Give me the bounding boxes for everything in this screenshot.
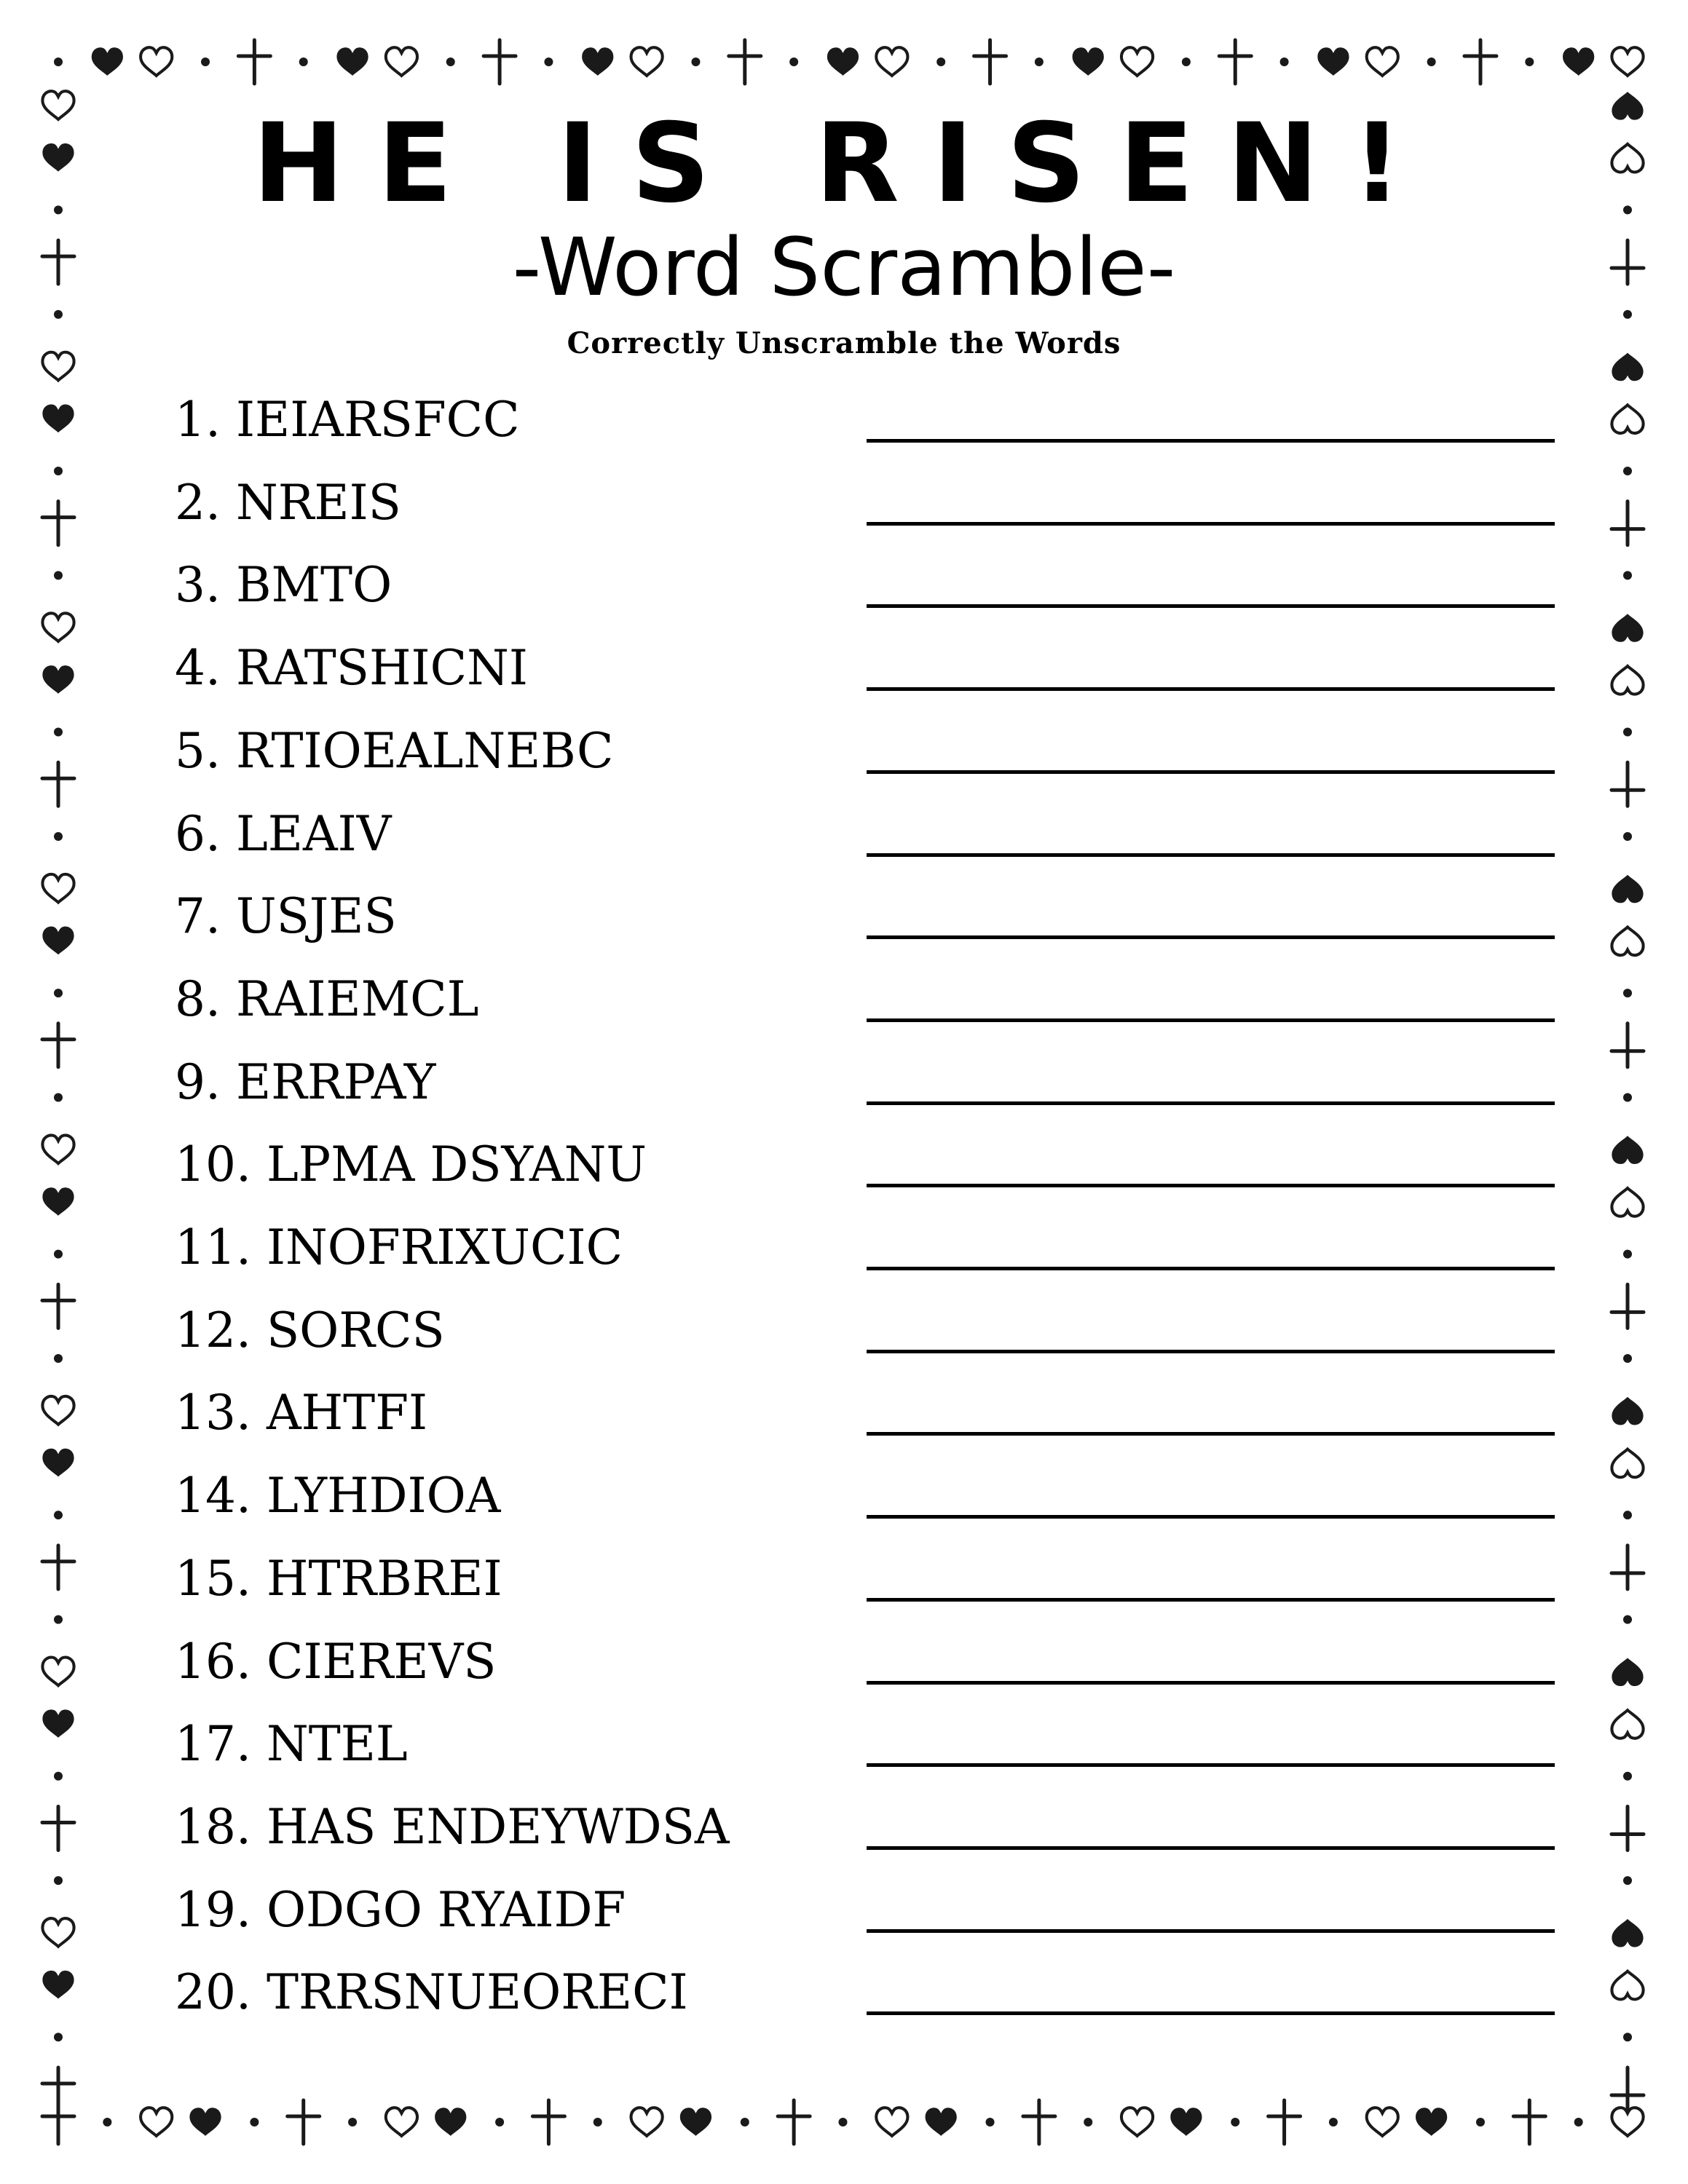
scrambled-word: [175, 722, 614, 779]
scramble-text: TRRSNUEORECI: [266, 1964, 688, 2021]
scrambled-word: [175, 640, 528, 697]
list-item: [175, 1379, 1558, 1444]
scrambled-word: [175, 1136, 647, 1193]
scrambled-word: [175, 1468, 501, 1524]
page-subtitle: -Word Scramble-: [512, 221, 1176, 314]
scrambled-word: [175, 1219, 623, 1275]
instructions-text: Correctly Unscramble the Words: [567, 326, 1121, 360]
list-item: [175, 1793, 1558, 1859]
list-item: [175, 1462, 1558, 1527]
answer-line[interactable]: [867, 770, 1555, 774]
scramble-text: ODGO RYAIDF: [266, 1881, 626, 1938]
scrambled-word: [175, 392, 520, 448]
item-number: 11.: [175, 1219, 251, 1275]
scrambled-word: [175, 1385, 428, 1441]
scrambled-word: [175, 1302, 445, 1358]
page-title: HE IS RISEN!: [252, 100, 1436, 227]
item-number: 4.: [175, 640, 221, 697]
item-number: 17.: [175, 1716, 251, 1773]
scramble-text: SORCS: [266, 1302, 445, 1358]
scrambled-word: [175, 1053, 436, 1110]
scramble-text: USJES: [235, 888, 397, 945]
scramble-text: RTIOEALNEBC: [235, 722, 614, 779]
list-item: [175, 1214, 1558, 1279]
scramble-text: INOFRIXUCIC: [266, 1219, 623, 1275]
list-item: [175, 1710, 1558, 1776]
scrambled-word: [175, 1964, 688, 2021]
list-item: [175, 965, 1558, 1031]
answer-line[interactable]: [867, 1681, 1555, 1685]
item-number: 9.: [175, 1053, 221, 1110]
scrambled-word: [175, 1881, 626, 1938]
answer-line[interactable]: [867, 1929, 1555, 1933]
scramble-text: HAS ENDEYWDSA: [266, 1798, 730, 1855]
scrambled-word: [175, 1633, 497, 1690]
item-number: 10.: [175, 1136, 251, 1193]
scramble-text: LPMA DSYANU: [266, 1136, 647, 1193]
item-number: 16.: [175, 1633, 251, 1690]
item-number: 18.: [175, 1798, 251, 1855]
scramble-text: CIEREVS: [266, 1633, 497, 1690]
scramble-text: RAIEMCL: [235, 970, 479, 1027]
scramble-text: HTRBREI: [266, 1550, 502, 1607]
item-number: 2.: [175, 474, 221, 531]
item-number: 15.: [175, 1550, 251, 1607]
answer-line[interactable]: [867, 1846, 1555, 1850]
scrambled-word: [175, 805, 392, 862]
scrambled-word: [175, 888, 397, 945]
item-number: 3.: [175, 557, 221, 614]
answer-line[interactable]: [867, 1018, 1555, 1022]
answer-line[interactable]: [867, 439, 1555, 443]
scramble-text: BMTO: [235, 557, 393, 614]
answer-line[interactable]: [867, 1598, 1555, 1602]
answer-line[interactable]: [867, 604, 1555, 608]
list-item: [175, 386, 1558, 451]
item-number: 5.: [175, 722, 221, 779]
list-item: [175, 882, 1558, 948]
answer-line[interactable]: [867, 1515, 1555, 1519]
answer-line[interactable]: [867, 935, 1555, 939]
answer-line[interactable]: [867, 1101, 1555, 1105]
scramble-text: NREIS: [235, 474, 401, 531]
list-item: [175, 1628, 1558, 1693]
item-number: 14.: [175, 1468, 251, 1524]
scrambled-word: [175, 1716, 408, 1773]
answer-line[interactable]: [867, 1432, 1555, 1436]
item-number: 8.: [175, 970, 221, 1027]
answer-line[interactable]: [867, 853, 1555, 857]
scrambled-word: [175, 474, 401, 531]
scrambled-word: [175, 1550, 502, 1607]
item-number: 7.: [175, 888, 221, 945]
answer-line[interactable]: [867, 2011, 1555, 2015]
item-number: 19.: [175, 1881, 251, 1938]
list-item: [175, 1876, 1558, 1942]
list-item: [175, 551, 1558, 617]
item-number: 1.: [175, 392, 221, 448]
scramble-text: AHTFI: [266, 1385, 428, 1441]
scramble-text: NTEL: [266, 1716, 408, 1773]
scramble-text: LEAIV: [235, 805, 392, 862]
answer-line[interactable]: [867, 1350, 1555, 1353]
scrambled-word: [175, 1798, 730, 1855]
answer-line[interactable]: [867, 1763, 1555, 1767]
item-number: 12.: [175, 1302, 251, 1358]
answer-line[interactable]: [867, 1184, 1555, 1187]
answer-line[interactable]: [867, 687, 1555, 691]
item-number: 13.: [175, 1385, 251, 1441]
answer-line[interactable]: [867, 1267, 1555, 1270]
list-item: [175, 469, 1558, 534]
list-item: [175, 1131, 1558, 1196]
list-item: [175, 634, 1558, 700]
scrambled-word: [175, 970, 479, 1027]
list-item: [175, 1048, 1558, 1114]
list-item: [175, 1545, 1558, 1610]
item-number: 20.: [175, 1964, 251, 2021]
list-item: [175, 1958, 1558, 2024]
scramble-text: ERRPAY: [235, 1053, 436, 1110]
scramble-text: LYHDIOA: [266, 1468, 501, 1524]
list-item: [175, 800, 1558, 866]
scramble-text: IEIARSFCC: [235, 392, 520, 448]
answer-line[interactable]: [867, 522, 1555, 526]
list-item: [175, 1297, 1558, 1362]
scramble-text: RATSHICNI: [235, 640, 528, 697]
scrambled-word: [175, 557, 393, 614]
list-item: [175, 717, 1558, 783]
item-number: 6.: [175, 805, 221, 862]
